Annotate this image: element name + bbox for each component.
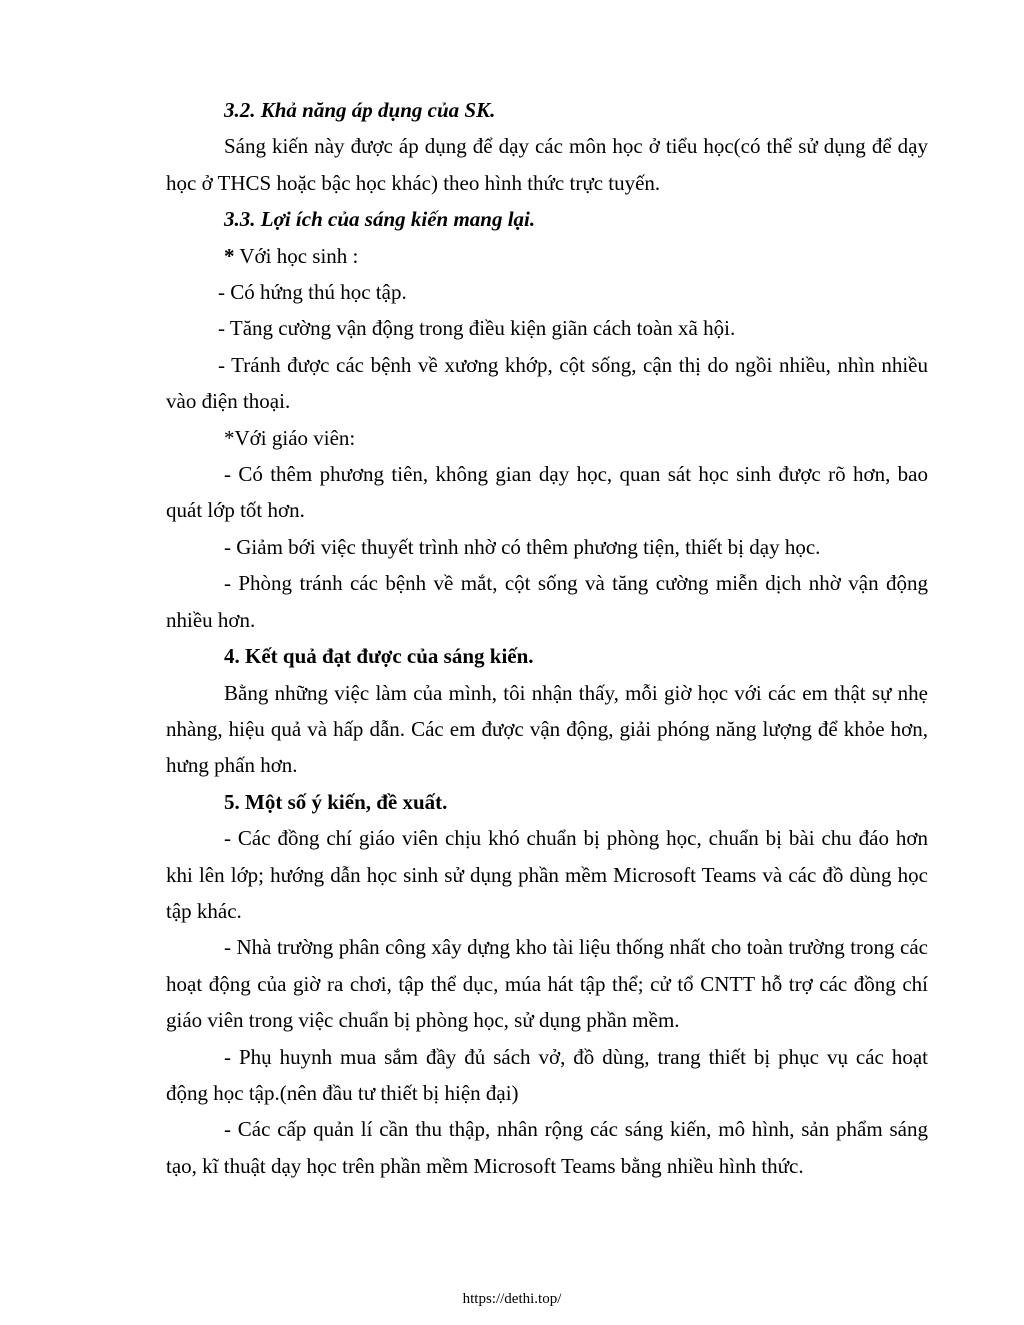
section-5-heading: 5. Một số ý kiến, đề xuất. xyxy=(224,789,448,814)
footer-url: https://dethi.top/ xyxy=(462,1291,562,1307)
teacher-item: - Phòng tránh các bệnh về mắt, cột sống và tăng cường miễn dịch nhờ vận động nhiều hơn. xyxy=(166,571,928,632)
proposal-item: - Các đồng chí giáo viên chịu khó chuẩn bị phòng học, chuẩn bị bài chu đáo hơn khi lên lớp; hướng dẫn học sinh sử dụng phần mềm Microsoft Teams và các đồ dùng học tập khác. xyxy=(166,826,928,923)
students-asterisk: * xyxy=(224,243,235,268)
section-3-2-paragraph: Sáng kiến này được áp dụng để dạy các môn học ở tiểu học(có thể sử dụng để dạy học ở THCS hoặc bậc học khác) theo hình thức trực tuyến. xyxy=(166,134,928,195)
section-3-2-heading: 3.2. Khả năng áp dụng của SK. xyxy=(224,98,496,122)
proposal-item: - Các cấp quản lí cần thu thập, nhân rộng các sáng kiến, mô hình, sản phẩm sáng tạo, kĩ thuật dạy học trên phần mềm Microsoft Teams bằng nhiều hình thức. xyxy=(166,1117,928,1178)
section-3-3-heading: 3.3. Lợi ích của sáng kiến mang lại. xyxy=(224,207,536,232)
students-label xyxy=(166,238,928,274)
document-page xyxy=(166,92,928,1184)
student-item: - Có hứng thú học tập. xyxy=(218,280,407,305)
teacher-item: - Giảm bới việc thuyết trình nhờ có thêm phương tiện, thiết bị dạy học. xyxy=(224,534,821,559)
students-label-text: Với học sinh : xyxy=(234,243,359,268)
section-4-heading: 4. Kết quả đạt được của sáng kiến. xyxy=(224,644,534,669)
student-item: - Tăng cường vận động trong điều kiện giãn cách toàn xã hội. xyxy=(218,316,736,341)
section-4-paragraph: Bằng những việc làm của mình, tôi nhận thấy, mỗi giờ học với các em thật sự nhẹ nhàng, hiệu quả và hấp dẫn. Các em được vận động, giải phóng năng lượng để khỏe hơn, hưng phấn hơn. xyxy=(166,680,928,778)
teacher-item: - Có thêm phương tiên, không gian dạy học, quan sát học sinh được rõ hơn, bao quát lớp tốt hơn. xyxy=(166,462,928,523)
proposal-item: - Nhà trường phân công xây dựng kho tài liệu thống nhất cho toàn trường trong các hoạt động của giờ ra chơi, tập thể dục, múa hát tập thể; cử tổ CNTT hỗ trợ các đồng chí giáo viên trong việc chuẩn bị phòng học, sử dụng phần mềm. xyxy=(166,935,928,1033)
student-item: - Tránh được các bệnh về xương khớp, cột sống, cận thị do ngồi nhiều, nhìn nhiều vào điện thoại. xyxy=(166,352,928,414)
teachers-label: *Với giáo viên: xyxy=(224,425,356,450)
proposal-item: - Phụ huynh mua sắm đầy đủ sách vở, đồ dùng, trang thiết bị phục vụ các hoạt động học tập.(nên đầu tư thiết bị hiện đại) xyxy=(166,1044,928,1105)
